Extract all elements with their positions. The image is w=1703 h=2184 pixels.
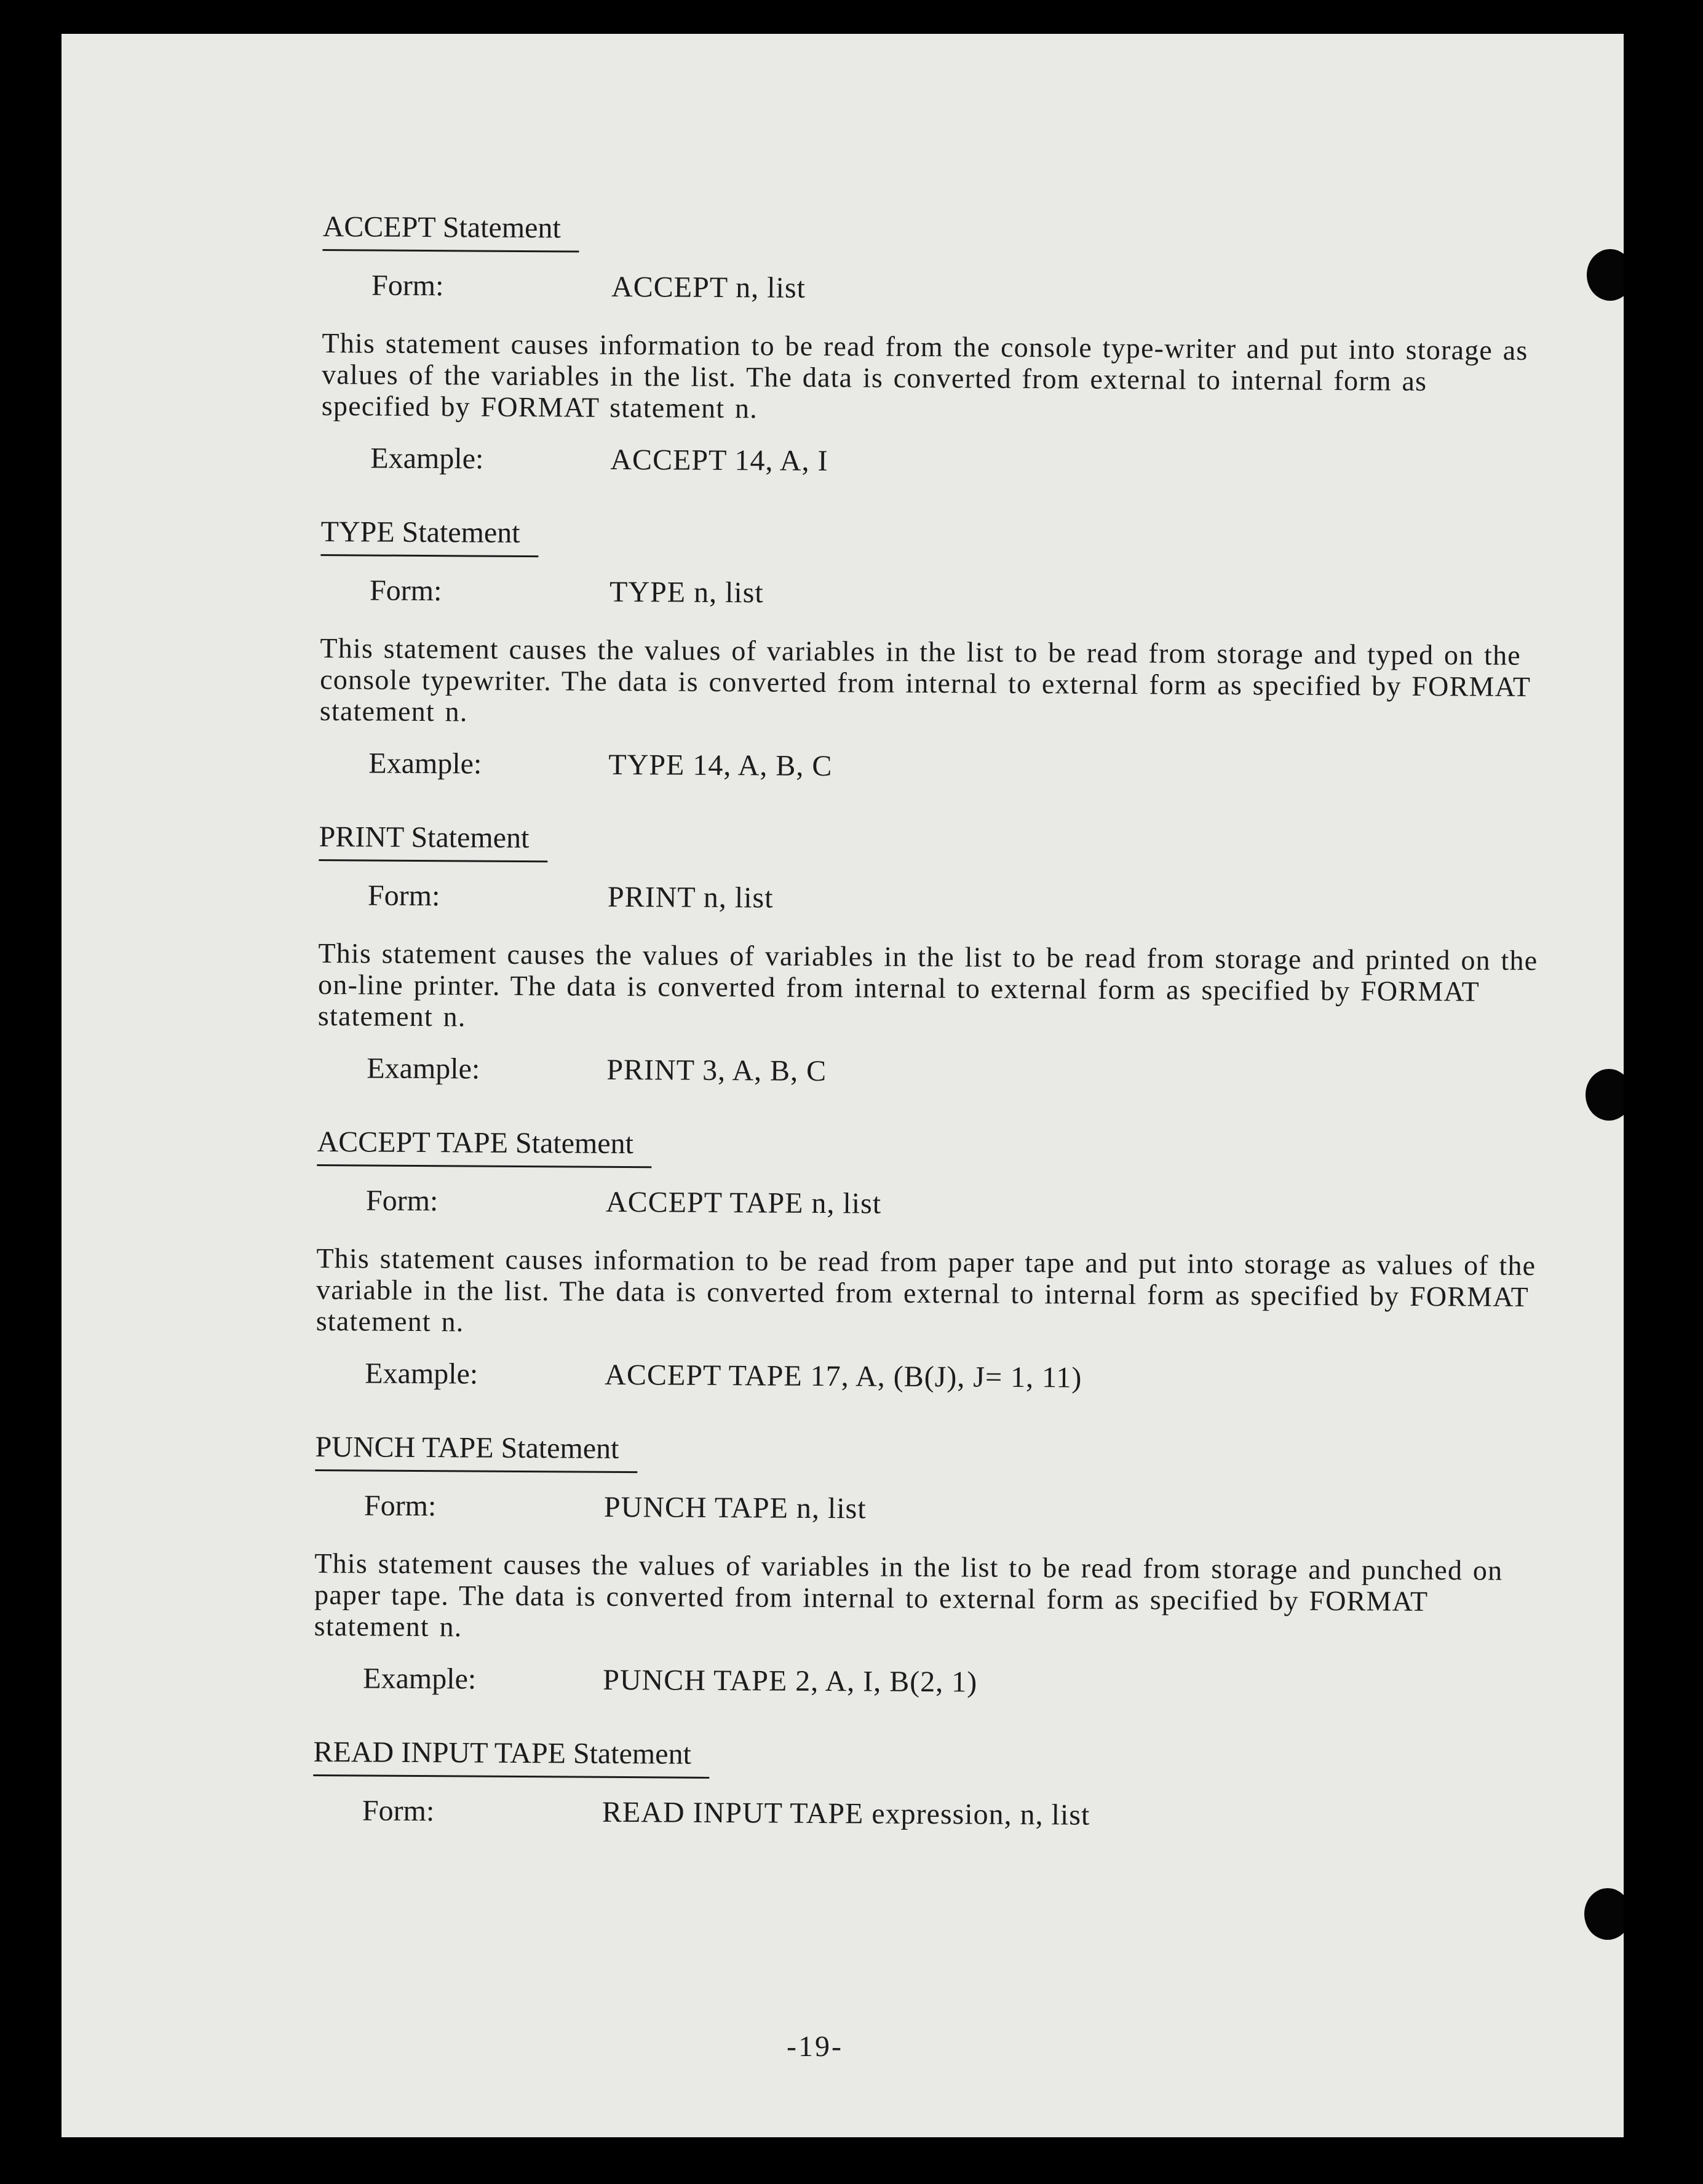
section-description: This statement causes the values of variables in the list to be read from storage and punched on paper tape. The data is converted from internal to external form as specified by FORMAT statement n. xyxy=(314,1547,1503,1643)
section-print xyxy=(317,804,1586,1095)
form-syntax: PRINT n, list xyxy=(607,880,774,915)
section-heading: PRINT Statement xyxy=(319,819,547,862)
section-description: This statement causes information to be read from the console type-writer and put into storage as values of the variables in the list. The data is converted from external to internal form as specified by FORMAT statement n. xyxy=(321,327,1528,424)
section-description: This statement causes the values of variables in the list to be read from storage and typed on the console typewriter. The data is converted from internal to external form as specified by FORMAT statement n. xyxy=(319,632,1531,728)
document-page xyxy=(62,34,1624,2137)
form-line xyxy=(370,572,1587,616)
example-line xyxy=(363,1660,1581,1704)
example-line xyxy=(368,745,1586,789)
form-syntax: PUNCH TAPE n, list xyxy=(603,1490,867,1525)
form-line xyxy=(362,1792,1580,1837)
section-heading: ACCEPT TAPE Statement xyxy=(317,1124,652,1168)
section-accept-tape xyxy=(316,1109,1584,1400)
form-line xyxy=(366,1182,1584,1226)
example-label: Example: xyxy=(365,1357,478,1391)
form-label: Form: xyxy=(371,269,444,303)
example-label: Example: xyxy=(367,1052,480,1086)
section-heading: PUNCH TAPE Statement xyxy=(315,1429,637,1473)
example-label: Example: xyxy=(370,442,484,475)
section-heading: READ INPUT TAPE Statement xyxy=(313,1734,710,1779)
example-line xyxy=(367,1050,1584,1094)
example-code: ACCEPT 14, A, I xyxy=(610,443,828,478)
form-syntax: ACCEPT TAPE n, list xyxy=(605,1185,882,1220)
form-line xyxy=(364,1487,1582,1531)
binder-hole-bottom xyxy=(1584,1888,1624,1940)
section-accept xyxy=(321,194,1590,485)
section-punch-tape xyxy=(314,1414,1582,1705)
example-label: Example: xyxy=(363,1662,477,1696)
example-line xyxy=(370,440,1588,484)
form-label: Form: xyxy=(362,1794,435,1828)
section-heading: TYPE Statement xyxy=(320,514,538,557)
form-label: Form: xyxy=(367,879,440,913)
form-line xyxy=(371,267,1589,311)
section-read-input-tape xyxy=(313,1719,1581,1837)
page-number: -19- xyxy=(787,2030,843,2063)
section-type xyxy=(319,499,1588,790)
example-code: ACCEPT TAPE 17, A, (B(J), J= 1, 11) xyxy=(605,1358,1082,1394)
section-heading: ACCEPT Statement xyxy=(322,208,579,253)
form-syntax: ACCEPT n, list xyxy=(611,270,806,304)
form-syntax: READ INPUT TAPE expression, n, list xyxy=(601,1795,1090,1832)
example-code: PUNCH TAPE 2, A, I, B(2, 1) xyxy=(603,1663,978,1699)
form-line xyxy=(368,877,1586,921)
form-label: Form: xyxy=(365,1184,439,1218)
example-code: TYPE 14, A, B, C xyxy=(608,748,833,783)
form-label: Form: xyxy=(369,574,442,608)
form-label: Form: xyxy=(363,1489,437,1523)
example-line xyxy=(365,1355,1582,1399)
section-description: This statement causes information to be read from paper tape and put into storage as values of the variable in the list. The data is converted from external to internal form as specified by FORMAT statement n. xyxy=(316,1242,1536,1338)
document-body xyxy=(313,194,1590,1860)
binder-hole-top xyxy=(1587,249,1624,301)
example-code: PRINT 3, A, B, C xyxy=(606,1053,827,1088)
form-syntax: TYPE n, list xyxy=(609,575,764,610)
section-description: This statement causes the values of variables in the list to be read from storage and printed on the on-line printer. The data is converted from internal to external form as specified by FORMAT statement n. xyxy=(317,937,1538,1033)
example-label: Example: xyxy=(368,747,482,780)
binder-hole-middle xyxy=(1586,1069,1624,1121)
